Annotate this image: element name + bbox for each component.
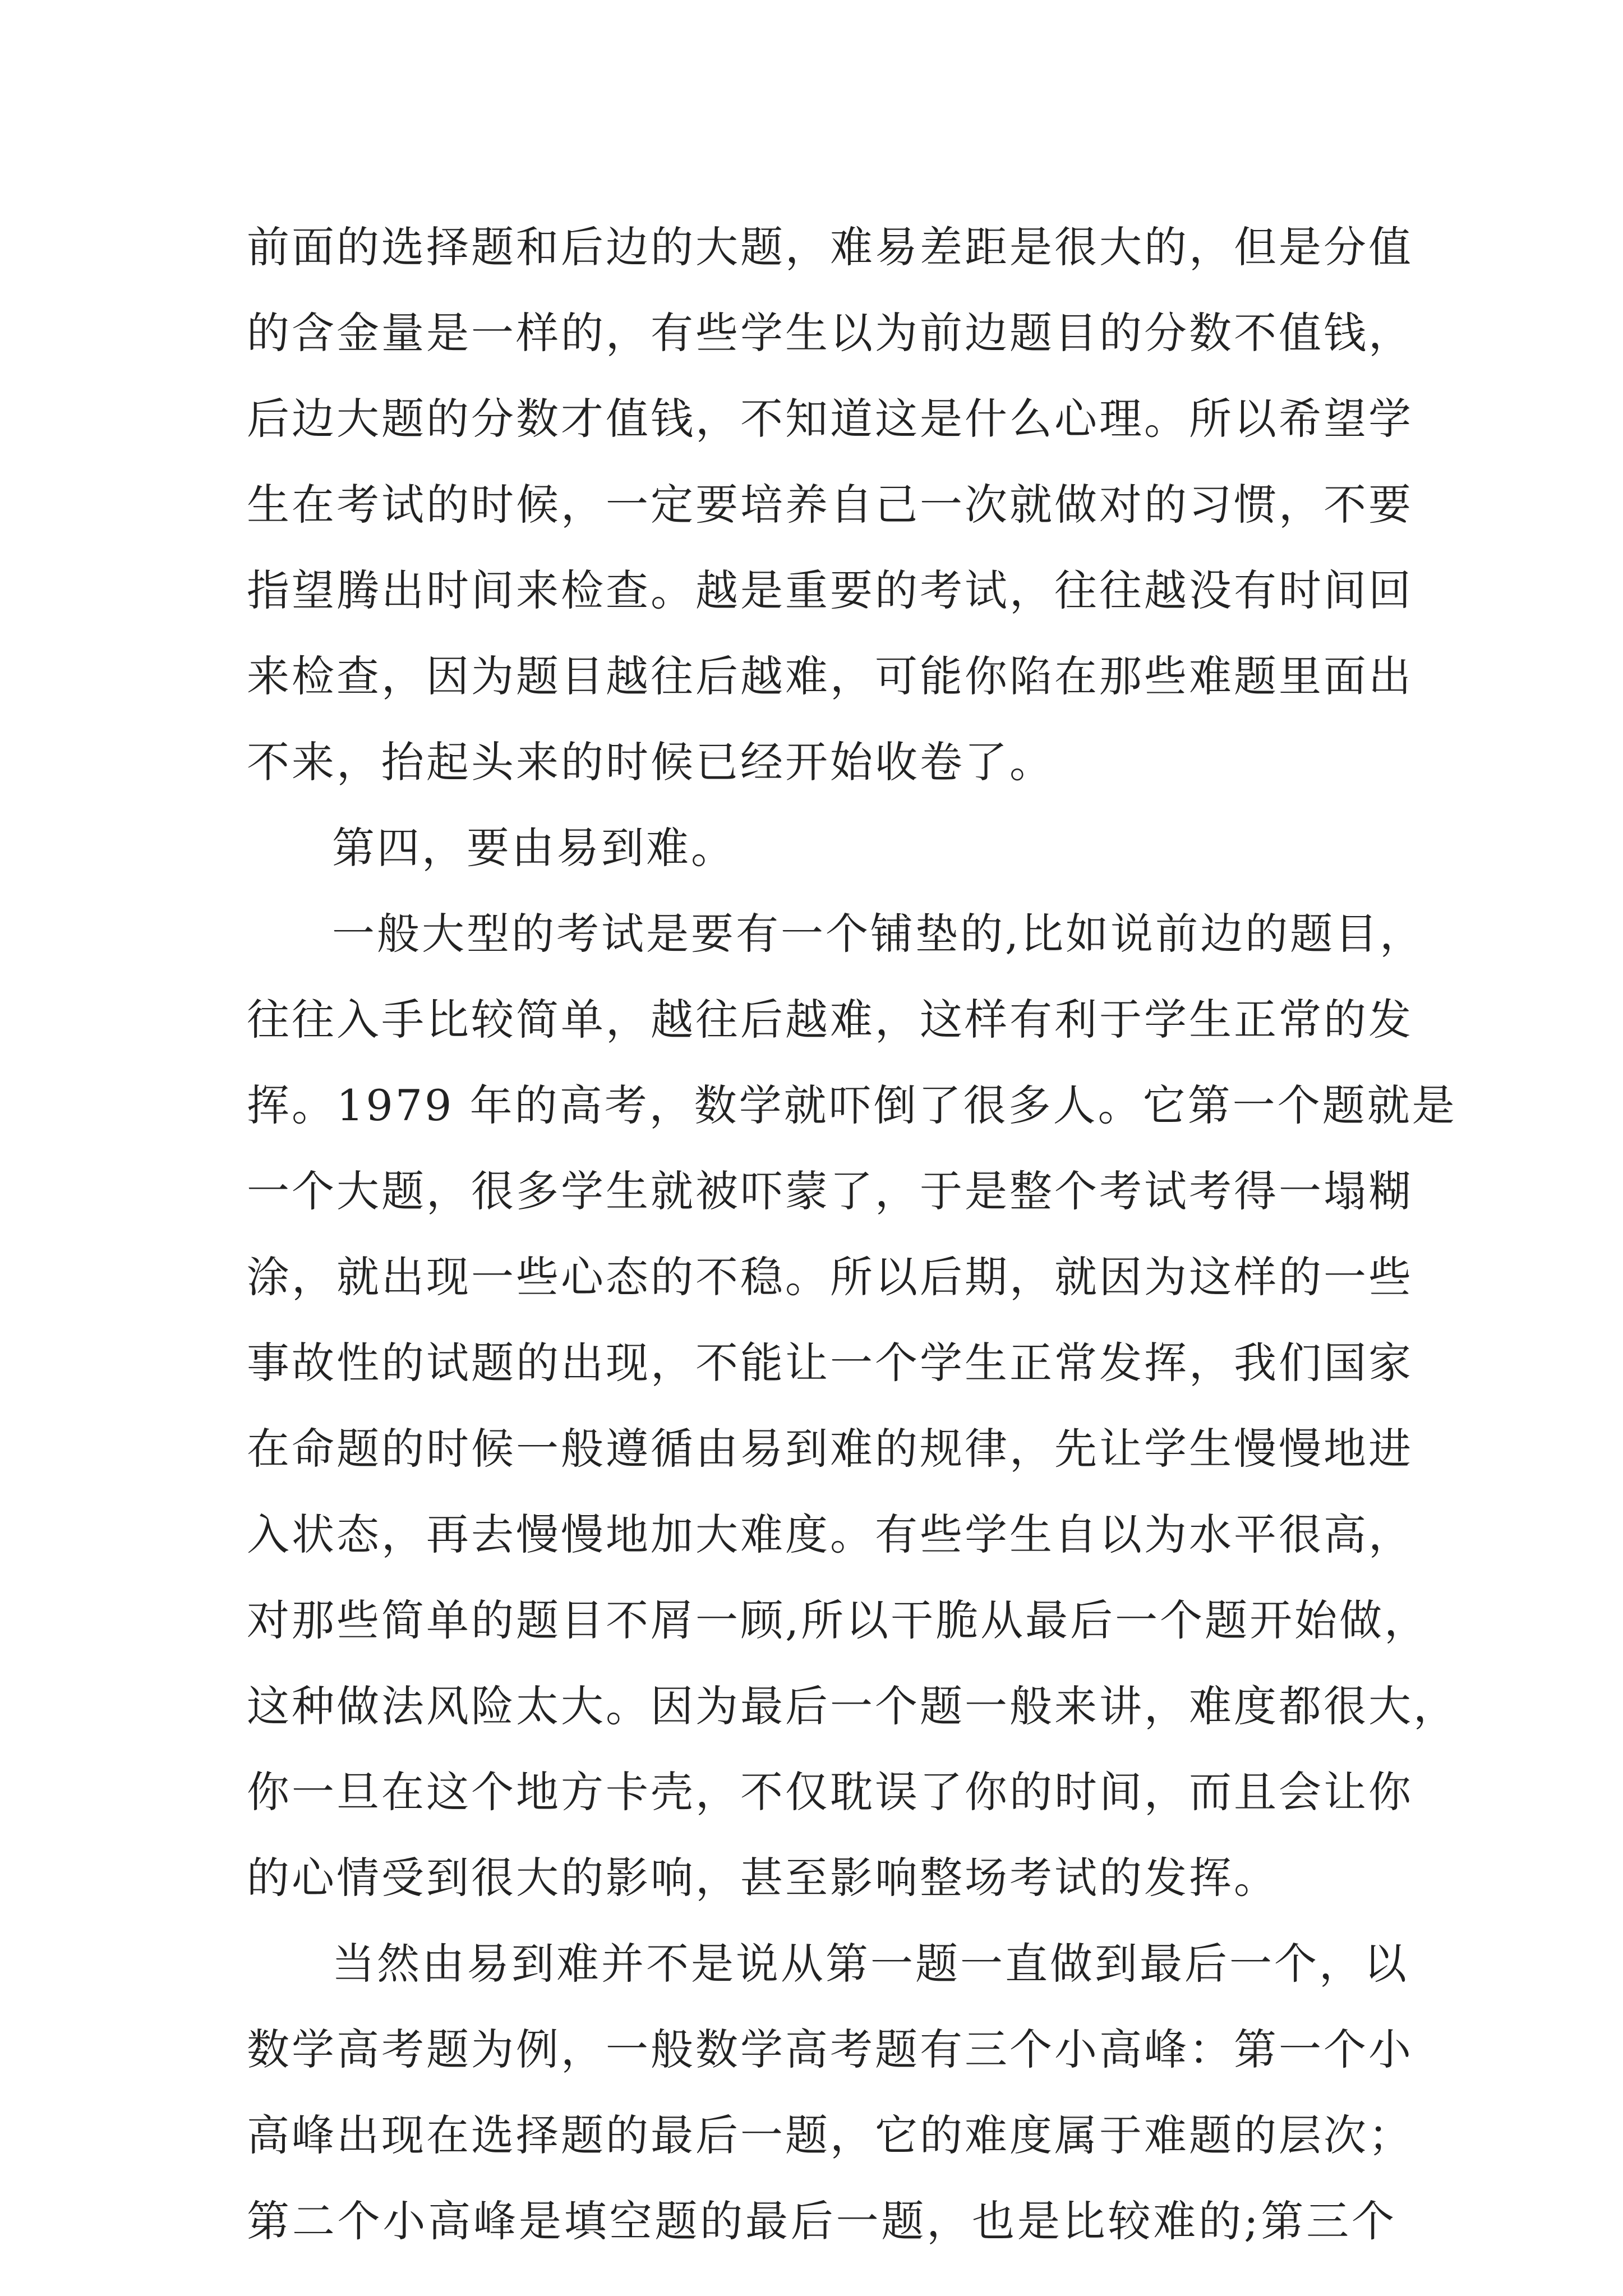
text-line: 前面的选择题和后边的大题，难易差距是很大的，但是分值 xyxy=(247,222,1413,272)
text-line: 的含金量是一样的，有些学生以为前边题目的分数不值钱， xyxy=(247,308,1413,358)
text-line: 第二个小高峰是填空题的最后一题，也是比较难的;第三个 xyxy=(247,2196,1396,2246)
text-line: 这种做法风险太大。因为最后一个题一般来讲，难度都很大， xyxy=(247,1681,1458,1731)
text-line: 数学高考题为例，一般数学高考题有三个小高峰：第一个小 xyxy=(247,2024,1413,2074)
text-line: 后边大题的分数才值钱，不知道这是什么心理。所以希望学 xyxy=(247,394,1413,444)
text-line: 当然由易到难并不是说从第一题一直做到最后一个，以 xyxy=(332,1939,1409,1989)
text-line: 一般大型的考试是要有一个铺垫的,比如说前边的题目， xyxy=(332,909,1425,959)
text-line: 指望腾出时间来检查。越是重要的考试，往往越没有时间回 xyxy=(247,565,1413,615)
text-line: 往往入手比较简单，越往后越难，这样有利于学生正常的发 xyxy=(247,995,1413,1045)
text-line: 对那些简单的题目不屑一顾,所以干脆从最后一个题开始做， xyxy=(247,1595,1430,1645)
section-heading: 第四，要由易到难。 xyxy=(332,823,736,873)
text-line: 高峰出现在选择题的最后一题，它的难度属于难题的层次； xyxy=(247,2110,1413,2160)
text-line: 的心情受到很大的影响，甚至影响整场考试的发挥。 xyxy=(247,1853,1279,1903)
text-line: 事故性的试题的出现，不能让一个学生正常发挥，我们国家 xyxy=(247,1338,1413,1388)
text-line: 一个大题，很多学生就被吓蒙了，于是整个考试考得一塌糊 xyxy=(247,1166,1413,1216)
text-line: 来检查，因为题目越往后越难，可能你陷在那些难题里面出 xyxy=(247,651,1413,701)
text-line: 不来，抬起头来的时候已经开始收卷了。 xyxy=(247,737,1054,787)
text-line: 你一旦在这个地方卡壳，不仅耽误了你的时间，而且会让你 xyxy=(247,1767,1413,1817)
text-line: 挥。1979 年的高考，数学就吓倒了很多人。它第一个题就是 xyxy=(247,1080,1457,1130)
text-line: 涂，就出现一些心态的不稳。所以后期，就因为这样的一些 xyxy=(247,1252,1413,1302)
body-text xyxy=(247,204,1458,2264)
text-line: 生在考试的时候，一定要培养自己一次就做对的习惯，不要 xyxy=(247,480,1413,530)
text-line: 入状态，再去慢慢地加大难度。有些学生自以为水平很高， xyxy=(247,1510,1413,1559)
text-line: 在命题的时候一般遵循由易到难的规律，先让学生慢慢地进 xyxy=(247,1424,1413,1474)
